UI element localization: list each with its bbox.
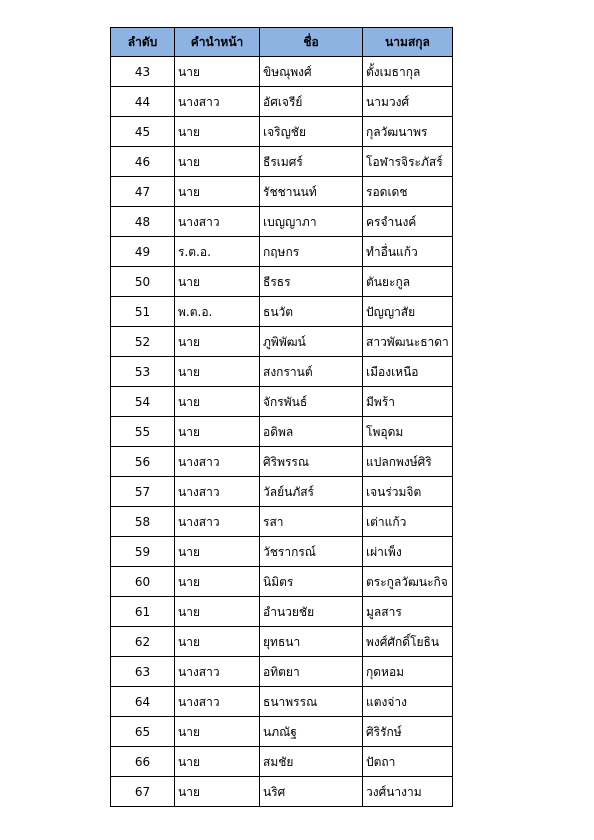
row-first-name: ศิริพรรณ <box>260 447 363 477</box>
header-row <box>111 28 453 57</box>
row-prefix: นางสาว <box>175 447 260 477</box>
row-last-name: กุดหอม <box>363 657 453 687</box>
row-number: 62 <box>111 627 175 657</box>
row-prefix: นางสาว <box>175 507 260 537</box>
row-first-name: ธนวัต <box>260 297 363 327</box>
table-row <box>111 417 453 447</box>
row-last-name: มีพร้า <box>363 387 453 417</box>
row-first-name: เจริญชัย <box>260 117 363 147</box>
row-last-name: โอฬารจิระภัสร์ <box>363 147 453 177</box>
row-prefix: นาย <box>175 567 260 597</box>
row-prefix: นาย <box>175 537 260 567</box>
table-row <box>111 387 453 417</box>
table-row <box>111 327 453 357</box>
row-number: 48 <box>111 207 175 237</box>
row-last-name: ตันยะกูล <box>363 267 453 297</box>
row-prefix: นางสาว <box>175 87 260 117</box>
table-row <box>111 357 453 387</box>
row-number: 43 <box>111 57 175 87</box>
header-last-name: นามสกุล <box>363 28 453 57</box>
table-row <box>111 177 453 207</box>
row-prefix: ร.ต.อ. <box>175 237 260 267</box>
table-row <box>111 87 453 117</box>
table-row <box>111 117 453 147</box>
row-number: 64 <box>111 687 175 717</box>
table-row <box>111 657 453 687</box>
row-last-name: โพอุดม <box>363 417 453 447</box>
row-number: 53 <box>111 357 175 387</box>
row-prefix: นาย <box>175 747 260 777</box>
name-list-table <box>110 27 453 807</box>
row-number: 51 <box>111 297 175 327</box>
row-number: 59 <box>111 537 175 567</box>
table-row <box>111 147 453 177</box>
table-row <box>111 477 453 507</box>
row-last-name: เผ่าเพ็ง <box>363 537 453 567</box>
table-row <box>111 627 453 657</box>
row-first-name: วัลย์นภัสร์ <box>260 477 363 507</box>
row-number: 67 <box>111 777 175 807</box>
row-prefix: นาย <box>175 387 260 417</box>
row-last-name: ตั้งเมธากุล <box>363 57 453 87</box>
table-row <box>111 237 453 267</box>
row-first-name: รัชชานนท์ <box>260 177 363 207</box>
row-prefix: นาย <box>175 717 260 747</box>
row-last-name: ปัตถา <box>363 747 453 777</box>
table-row <box>111 507 453 537</box>
row-last-name: ศิริรักษ์ <box>363 717 453 747</box>
row-last-name: แตงจ่าง <box>363 687 453 717</box>
table-row <box>111 537 453 567</box>
table-row <box>111 747 453 777</box>
row-prefix: นาย <box>175 177 260 207</box>
row-prefix: นางสาว <box>175 207 260 237</box>
table-body <box>111 57 453 807</box>
row-last-name: กุลวัฒนาพร <box>363 117 453 147</box>
row-number: 55 <box>111 417 175 447</box>
row-first-name: กฤษกร <box>260 237 363 267</box>
row-number: 63 <box>111 657 175 687</box>
row-prefix: นาย <box>175 627 260 657</box>
row-first-name: จักรพันธ์ <box>260 387 363 417</box>
row-number: 54 <box>111 387 175 417</box>
row-last-name: รอดเดช <box>363 177 453 207</box>
row-first-name: สงกรานต์ <box>260 357 363 387</box>
row-last-name: ทำอื่นแก้ว <box>363 237 453 267</box>
row-last-name: มูลสาร <box>363 597 453 627</box>
row-number: 50 <box>111 267 175 297</box>
row-first-name: เบญญาภา <box>260 207 363 237</box>
row-first-name: นิมิตร <box>260 567 363 597</box>
row-number: 57 <box>111 477 175 507</box>
row-first-name: อัศเจรีย์ <box>260 87 363 117</box>
row-first-name: อดิพล <box>260 417 363 447</box>
row-number: 49 <box>111 237 175 267</box>
row-number: 66 <box>111 747 175 777</box>
header-prefix: คำนำหน้า <box>175 28 260 57</box>
row-prefix: นางสาว <box>175 657 260 687</box>
row-first-name: ธีรธร <box>260 267 363 297</box>
row-prefix: พ.ต.อ. <box>175 297 260 327</box>
header-first-name: ชื่อ <box>260 28 363 57</box>
row-prefix: นาย <box>175 117 260 147</box>
row-first-name: อทิตยา <box>260 657 363 687</box>
table-row <box>111 717 453 747</box>
row-last-name: นามวงศ์ <box>363 87 453 117</box>
row-prefix: นางสาว <box>175 687 260 717</box>
row-last-name: ตระกูลวัฒนะกิจ <box>363 567 453 597</box>
row-prefix: นาย <box>175 147 260 177</box>
row-prefix: นางสาว <box>175 477 260 507</box>
row-first-name: ภูพิพัฒน์ <box>260 327 363 357</box>
table-row <box>111 597 453 627</box>
row-prefix: นาย <box>175 357 260 387</box>
table-row <box>111 687 453 717</box>
row-first-name: ธีรเมศร์ <box>260 147 363 177</box>
row-prefix: นาย <box>175 327 260 357</box>
row-number: 52 <box>111 327 175 357</box>
row-number: 46 <box>111 147 175 177</box>
row-first-name: อำนวยชัย <box>260 597 363 627</box>
row-first-name: ยุทธนา <box>260 627 363 657</box>
table-row <box>111 207 453 237</box>
table-row <box>111 57 453 87</box>
row-first-name: สมชัย <box>260 747 363 777</box>
row-last-name: เต่าแก้ว <box>363 507 453 537</box>
row-last-name: พงศ์ศักดิ์โยธิน <box>363 627 453 657</box>
row-number: 47 <box>111 177 175 207</box>
row-number: 45 <box>111 117 175 147</box>
row-first-name: นริศ <box>260 777 363 807</box>
row-last-name: วงศ์นางาม <box>363 777 453 807</box>
row-number: 60 <box>111 567 175 597</box>
row-number: 61 <box>111 597 175 627</box>
row-prefix: นาย <box>175 777 260 807</box>
row-number: 56 <box>111 447 175 477</box>
row-prefix: นาย <box>175 57 260 87</box>
table-header <box>111 28 453 57</box>
header-no: ลำดับ <box>111 28 175 57</box>
row-number: 65 <box>111 717 175 747</box>
table-row <box>111 777 453 807</box>
row-first-name: นภณัฐ <box>260 717 363 747</box>
row-prefix: นาย <box>175 267 260 297</box>
row-last-name: เมืองเหนือ <box>363 357 453 387</box>
row-first-name: วัชรากรณ์ <box>260 537 363 567</box>
row-last-name: ครจำนงค์ <box>363 207 453 237</box>
row-first-name: รสา <box>260 507 363 537</box>
table-row <box>111 297 453 327</box>
row-number: 44 <box>111 87 175 117</box>
table-row <box>111 447 453 477</box>
row-last-name: สาวพัฒนะธาดา <box>363 327 453 357</box>
row-number: 58 <box>111 507 175 537</box>
row-prefix: นาย <box>175 597 260 627</box>
table-row <box>111 567 453 597</box>
row-first-name: ขิษณุพงศ์ <box>260 57 363 87</box>
row-prefix: นาย <box>175 417 260 447</box>
row-last-name: เจนร่วมจิต <box>363 477 453 507</box>
table-row <box>111 267 453 297</box>
row-last-name: ปัญญาสัย <box>363 297 453 327</box>
row-first-name: ธนาพรรณ <box>260 687 363 717</box>
row-last-name: แปลกพงษ์ศิริ <box>363 447 453 477</box>
